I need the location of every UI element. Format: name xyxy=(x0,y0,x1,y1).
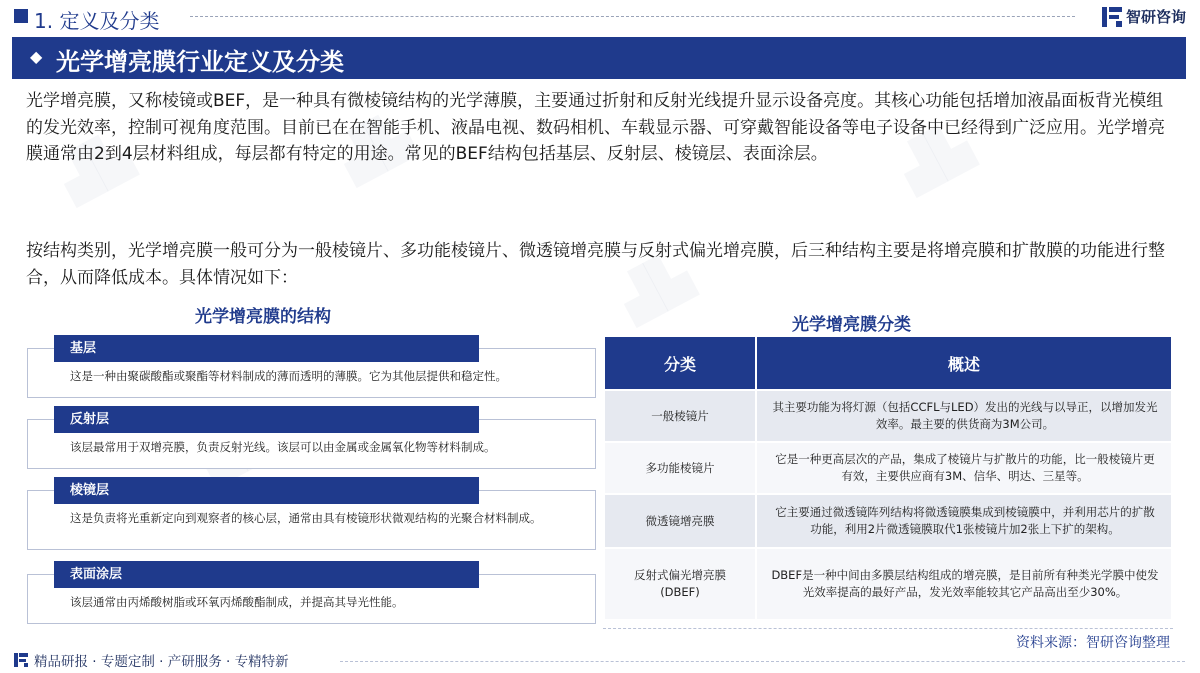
layer-desc: 该层通常由丙烯酸树脂或环氧丙烯酸酯制成，并提高其导光性能。 xyxy=(70,595,404,609)
classification-paragraph: 按结构类别，光学增亮膜一般可分为一般棱镜片、多功能棱镜片、微透镜增亮膜与反射式偏光增亮膜，后三种结构主要是将增亮膜和扩散膜的功能进行整合，从而降低成本。具体情况如下： xyxy=(26,241,1165,288)
brand-logo-icon xyxy=(1102,7,1122,27)
footer xyxy=(14,650,289,670)
classification-table xyxy=(603,335,1173,621)
layer-card xyxy=(27,483,596,550)
layer-desc: 这是一种由聚碳酸酯或聚酯等材料制成的薄而透明的薄膜。它为其他层提供和稳定性。 xyxy=(70,369,507,383)
table-row xyxy=(604,390,1172,442)
layer-name: 棱镜层 xyxy=(54,477,479,504)
brand-name: 智研咨询 xyxy=(1125,8,1186,26)
category-cell: 一般棱镜片 xyxy=(604,390,756,442)
column-header: 概述 xyxy=(756,336,1172,390)
diamond-icon: ◆ xyxy=(30,47,43,66)
footer-slogan: 精品研报 · 专题定制 · 产研服务 · 专精特新 xyxy=(34,654,289,670)
column-header: 分类 xyxy=(604,336,756,390)
layer-name: 反射层 xyxy=(54,406,479,433)
footer-logo-icon xyxy=(14,653,28,667)
classification-title: 光学增亮膜分类 xyxy=(792,315,911,335)
category-cell: 微透镜增亮膜 xyxy=(604,494,756,548)
category-cell: 反射式偏光增亮膜 (DBEF) xyxy=(604,548,756,620)
summary-cell: 其主要功能为将灯源（包括CCFL与LED）发出的光线与以导正，以增加发光效率。最主要的供货商为3M公司。 xyxy=(756,390,1172,442)
table-row xyxy=(604,442,1172,494)
intro-paragraph: 光学增亮膜，又称棱镜或BEF，是一种具有微棱镜结构的光学薄膜，主要通过折射和反射光线提升显示设备亮度。其核心功能包括增加液晶面板背光模组的发光效率，控制可视角度范围。目前已在在智能手机、液晶电视、数码相机、车载显示器、可穿戴智能设备等电子设备中已经得到广泛应用。光学增亮膜通常由2到4层材料组成，每层都有特定的用途。常见的BEF结构包括基层、反射层、棱镜层、表面涂层。 xyxy=(26,91,1165,164)
brand xyxy=(1102,6,1186,27)
layer-name: 基层 xyxy=(54,335,479,362)
table-header-row xyxy=(604,336,1172,390)
layer-name: 表面涂层 xyxy=(54,561,479,588)
section-marker-icon xyxy=(14,9,28,23)
layer-desc: 这是负责将光重新定向到观察者的核心层，通常由具有棱镜形状微观结构的光聚合材料制成。 xyxy=(70,511,542,525)
section-label: 1. 定义及分类 xyxy=(34,9,160,33)
source-note: 资料来源：智研咨询整理 xyxy=(1016,635,1170,651)
summary-cell: 它主要通过微透镜阵列结构将微透镜膜集成到棱镜膜中，并利用芯片的扩散功能，利用2片微透镜膜取代1张棱镜片加2张上下扩的架构。 xyxy=(756,494,1172,548)
category-cell: 多功能棱镜片 xyxy=(604,442,756,494)
header-divider xyxy=(190,16,1075,17)
table-row xyxy=(604,548,1172,620)
layer-card xyxy=(27,341,596,398)
top-bar xyxy=(0,0,1200,34)
summary-cell: DBEF是一种中间由多膜层结构组成的增亮膜，是目前所有种类光学膜中使发光效率提高的最好产品，发光效率能较其它产品高出至少30%。 xyxy=(756,548,1172,620)
table-row xyxy=(604,494,1172,548)
layer-card xyxy=(27,567,596,624)
layer-desc: 该层最常用于双增亮膜，负责反射光线。该层可以由金属或金属氧化物等材料制成。 xyxy=(70,440,496,454)
structure-title: 光学增亮膜的结构 xyxy=(195,307,331,327)
source-divider xyxy=(603,628,1173,629)
summary-cell: 它是一种更高层次的产品，集成了棱镜片与扩散片的功能，比一般棱镜片更有效，主要供应商有3M、信华、明达、三星等。 xyxy=(756,442,1172,494)
layer-card xyxy=(27,412,596,469)
title-bar xyxy=(12,37,1186,79)
page-title: 光学增亮膜行业定义及分类 xyxy=(56,48,344,76)
footer-divider xyxy=(340,661,1185,662)
